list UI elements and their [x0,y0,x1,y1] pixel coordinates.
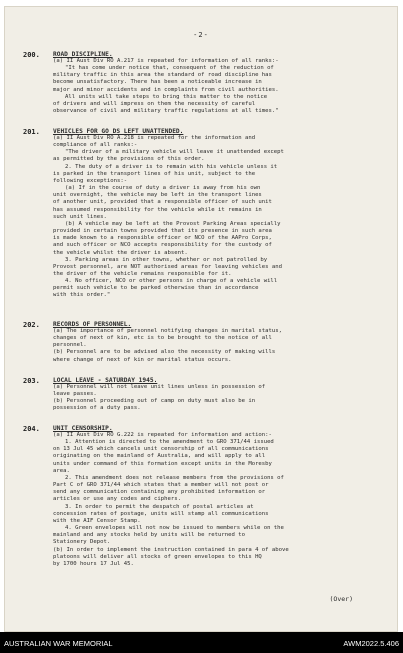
text-line: 4. No officer, NCO or other persons in charge of a vehicle will [65,278,278,285]
text-line: (a) II Aust Div RO A.217 is repeated for information of all ranks:- [53,58,279,64]
text-line: (a) II Aust Div RO A.218 is repeated for the information and [53,135,256,141]
text-line: by 1700 hours 17 Jul 45. [53,560,134,567]
text-line: of drivers and will impress on them the necessity of careful [53,100,256,107]
text-line: (b) In order to implement the instruction contained in para 4 of above [53,546,289,553]
text-line: 2. The duty of a driver is to remain with his vehicle unless it [65,163,278,170]
text-line: send any communication containing any prohibited information or [53,489,266,496]
paragraph-201 [23,128,379,300]
text-line: concession rates of postage, units will stamp all communications [53,510,269,517]
text-line: provided in certain towns provided that its presence in such area [53,228,272,235]
text-line: permit such vehicle to be parked otherwise than in accordance [53,285,259,292]
footer-reference: AWM2022.5.406 [343,639,399,648]
paragraph-heading: UNIT CENSORSHIP. [53,425,113,432]
text-line: on 13 Jul 45 which cancels unit censorship of all communications [53,446,269,453]
footer-institution: AUSTRALIAN WAR MEMORIAL [4,639,113,648]
text-line: leave passes. [53,391,97,398]
text-line: military traffic in this area the standard of road discipline has [53,72,272,79]
text-line: with this order." [53,292,111,299]
text-line: articles or use any codes and ciphers. [53,496,181,503]
text-line: 3. Parking areas in other towns, whether or not patrolled by [65,256,268,263]
paragraph-number: 200. [23,51,40,59]
paragraph-heading: VEHICLES FOR GO DS LEFT UNATTENDED. [53,128,184,135]
text-line: as permitted by the provisions of this order. [53,156,205,163]
text-line: major and minor accidents and in complaints from civil authorities. [53,86,279,93]
paragraph-heading: ROAD DISCIPLINE. [53,51,113,58]
text-line: (a) Personnel will not leave unit lines unless in possession of [53,384,266,390]
page-number: -2- [193,31,209,39]
text-line: unit overnight, the vehicle may be left in the transport lines [53,192,262,199]
text-line: is parked in the transport lines of his unit, subject to the [53,170,256,177]
text-line: units under command of this formation except units in the Moresby [53,460,272,467]
text-line: 4. Green envelopes will not now be issued to members while on the [65,525,284,532]
text-line: such unit lines. [53,213,107,220]
text-line: area. [53,467,70,474]
text-line: of another unit, provided that a responsible officer of such unit [53,199,272,206]
text-line: changes of next of kin, etc is to be brought to the notice of all [53,335,272,342]
paragraph-204 [23,425,379,568]
text-line: compliance of all ranks:- [53,142,138,149]
paragraph-heading: LOCAL LEAVE - SATURDAY 1945. [53,377,158,384]
paragraph-number: 203. [23,377,40,385]
text-line: (b) Personnel proceeding out of camp on duty must also be in [53,398,256,405]
text-line: Provost personnel, are NOT authorised areas for leaving vehicles and [53,263,283,270]
text-line: (a) The importance of personnel notifying changes in marital status, [53,328,283,334]
text-line: mainland and any stocks held by units will be returned to [53,532,245,539]
text-line: possession of a duty pass. [53,405,141,412]
text-line: originating on the mainland of Australia, and will apply to all [53,453,266,460]
text-line: the vehicle whilst the driver is absent. [53,249,188,256]
text-line: following exceptions:- [53,177,128,184]
paragraph-number: 204. [23,425,40,433]
text-line: Part C of GRO 371/44 which states that a member will not post or [53,482,269,489]
text-line: (a) II Aust Div RO G.222 is repeated for information and action:- [53,432,272,438]
paragraph-202 [23,321,379,364]
text-line: All units will take steps to bring this matter to the notice [65,93,268,100]
text-line: 3. In order to permit the despatch of postal articles at [65,503,254,510]
text-line: (b) A vehicle may be left at the Provost Parking Areas specially [65,220,281,227]
text-line: where change of next of kin or marital status occurs. [53,356,232,363]
paragraph-heading: RECORDS OF PERSONNEL. [53,321,132,328]
text-line: platoons will deliver all stocks of green envelopes to this HQ [53,553,262,560]
text-line: has assumed responsibility for the vehicle while it remains in [53,206,262,213]
text-line: 1. Attention is directed to the amendment to GRO 371/44 issued [65,439,274,446]
text-line: observance of civil and military traffic regulations at all times." [53,108,279,115]
paragraph-203 [23,377,379,413]
text-line: (a) If in the course of duty a driver is away from his own [65,185,261,192]
paragraph-number: 202. [23,321,40,329]
text-line: "The driver of a military vehicle will leave it unattended except [65,149,284,156]
text-line: is made known to a responsible officer or NCO of the AAPro Corps, [53,235,272,242]
continuation-note: (Over) [329,595,353,603]
archive-footer [0,632,403,653]
paragraph-200 [23,51,379,115]
text-line: (b) Personnel are to be advised also the necessity of making wills [53,349,276,356]
text-line: "It has come under notice that, consequent of the reduction of [65,65,274,72]
document-page [4,6,398,632]
text-line: Stationery Depot. [53,539,111,546]
text-line: personnel. [53,342,87,349]
text-line: become unsatisfactory. There has been a noticeable increase in [53,79,262,86]
text-line: the driver of the vehicle remains responsible for it. [53,270,232,277]
text-line: with the AIF Censor Stamp. [53,517,141,524]
text-line: 2. This amendment does not release members from the provisions of [65,474,284,481]
paragraph-number: 201. [23,128,40,136]
text-line: and such officer or NCO accepts responsibility for the custody of [53,242,272,249]
